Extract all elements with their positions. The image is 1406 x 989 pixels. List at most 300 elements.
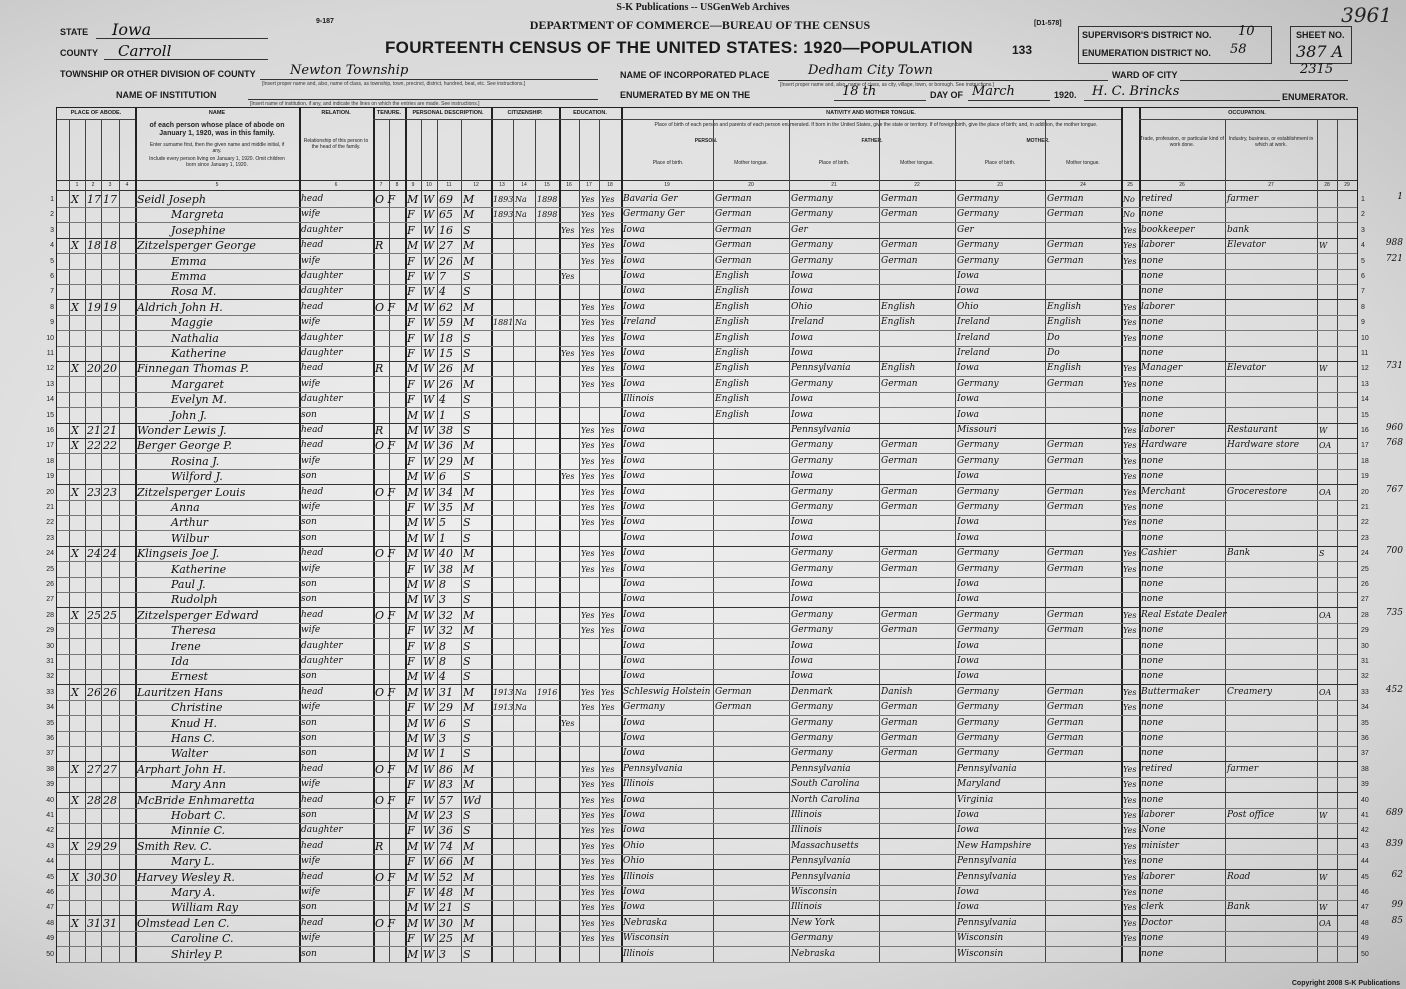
cell-sex: M xyxy=(407,193,419,206)
cell-dw: 17 xyxy=(87,193,101,206)
column-number: 14 xyxy=(521,182,527,188)
table-row xyxy=(46,331,1369,347)
line-number: 43 xyxy=(46,842,54,850)
cell-eng: Yes xyxy=(1123,472,1137,482)
column-number: 8 xyxy=(395,182,399,188)
cell-fam: 25 xyxy=(103,608,117,622)
cell-name: Lauritzen Hans xyxy=(137,685,223,699)
cell-ind: Grocerestore xyxy=(1227,486,1288,497)
cell-fmt: Danish xyxy=(881,686,913,697)
cell-ind: Restaurant xyxy=(1227,425,1278,435)
cell-ms: M xyxy=(463,839,475,853)
cell-rel: head xyxy=(301,363,324,374)
ward-underline xyxy=(1180,80,1348,81)
group-personal-description: PERSONAL DESCRIPTION. xyxy=(412,110,484,116)
cell-occ: none xyxy=(1141,209,1164,220)
cell-rel: son xyxy=(301,948,317,959)
line-number: 27 xyxy=(46,596,54,604)
margin-code: 721 xyxy=(1385,253,1403,264)
table-row xyxy=(46,762,1369,778)
cell-fam: 19 xyxy=(103,300,117,314)
cell-age: 69 xyxy=(439,193,453,206)
cell-age: 1 xyxy=(439,747,446,761)
table-row xyxy=(50,253,1403,270)
table-row xyxy=(50,223,1365,239)
cell-pb: Ireland xyxy=(623,317,656,328)
line-number: 30 xyxy=(46,642,54,650)
cell-name: Theresa xyxy=(171,624,216,638)
cell-fam: 27 xyxy=(103,762,117,776)
cell-fam: 20 xyxy=(103,362,117,376)
cell-fpb: Iowa xyxy=(791,271,814,281)
enumerated-month: March xyxy=(972,84,1015,99)
cell-ms: S xyxy=(463,270,471,283)
cell-age: 25 xyxy=(439,932,453,946)
cell-read: Yes xyxy=(581,549,595,559)
cell-race: W xyxy=(423,716,435,730)
cell-rel: daughter xyxy=(301,224,343,235)
cell-ten: O F xyxy=(375,485,396,499)
line-number: 7 xyxy=(50,288,54,296)
cell-wr: Yes xyxy=(601,503,615,512)
margin-code: 768 xyxy=(1385,438,1403,449)
cell-sex: F xyxy=(407,316,415,330)
cell-eng: Yes xyxy=(1123,333,1137,343)
cell-fpb: Iowa xyxy=(791,579,814,589)
table-row xyxy=(46,546,1403,562)
cell-mpb: Ger xyxy=(957,224,974,235)
copyright-notice: Copyright 2008 S-K Publications xyxy=(1291,980,1400,987)
form-code: [D1-578] xyxy=(1034,20,1062,27)
cell-age: 8 xyxy=(439,639,446,653)
cell-ms: M xyxy=(463,485,475,499)
ward-value: 2315 xyxy=(1300,62,1334,77)
cell-fpb: North Carolina xyxy=(791,794,860,805)
cell-occ: none xyxy=(1141,532,1164,543)
table-row xyxy=(46,731,1369,747)
right-margin-line: 50 xyxy=(1361,950,1369,958)
cell-name: Wonder Lewis J. xyxy=(137,424,227,437)
cell-pb: Iowa xyxy=(623,240,646,251)
cell-fpb: Iowa xyxy=(791,532,814,543)
table-row xyxy=(46,408,1369,424)
cell-mmt: German xyxy=(1047,194,1084,204)
cell-fam: 18 xyxy=(103,239,117,253)
line-number: 28 xyxy=(46,611,54,619)
cell-mpb: Ireland xyxy=(957,348,990,358)
cell-dw: 31 xyxy=(87,916,101,930)
column-number: 27 xyxy=(1268,182,1274,188)
cell-ms: M xyxy=(463,624,475,638)
cell-eng: Yes xyxy=(1123,364,1137,374)
cell-pb: Iowa xyxy=(623,363,646,374)
right-margin-line: 43 xyxy=(1361,842,1369,850)
incorporated-underline xyxy=(778,80,1108,81)
cell-fpb: Illinois xyxy=(791,810,822,820)
cell-dw: 26 xyxy=(87,685,101,699)
line-number: 10 xyxy=(46,334,54,342)
cell-rel: head xyxy=(301,301,324,312)
cell-race: W xyxy=(423,347,435,360)
cell-occ: none xyxy=(1141,794,1164,805)
cell-occ: none xyxy=(1141,948,1164,959)
right-margin-line: 10 xyxy=(1361,334,1369,342)
cell-eng: Yes xyxy=(1123,888,1137,897)
cell-eng: Yes xyxy=(1123,780,1137,790)
cell-eng: Yes xyxy=(1123,811,1137,820)
margin-code: 99 xyxy=(1391,900,1403,911)
cell-fpb: Iowa xyxy=(791,640,814,651)
cell-occ: none xyxy=(1141,579,1164,589)
cell-sex: M xyxy=(407,762,419,776)
group-occupation: OCCUPATION. xyxy=(1228,110,1266,116)
cell-sex: M xyxy=(407,547,419,561)
column-number: 23 xyxy=(997,182,1003,188)
cell-eng: Yes xyxy=(1123,241,1137,251)
right-margin-line: 9 xyxy=(1361,319,1365,327)
cell-age: 16 xyxy=(439,223,453,237)
cell-mk: X xyxy=(71,239,79,253)
right-margin-line: 12 xyxy=(1361,365,1369,373)
column-number: 15 xyxy=(544,182,550,188)
industry-heading: Industry, business, or establishment in which at work. xyxy=(1228,136,1314,148)
cell-mpb: Iowa xyxy=(957,887,980,897)
cell-ind: bank xyxy=(1227,224,1250,235)
table-row xyxy=(50,269,1365,285)
cell-fmt: German xyxy=(881,209,918,220)
cell-read: Yes xyxy=(581,687,595,697)
line-number: 23 xyxy=(46,534,54,542)
cell-name: Maggie xyxy=(171,316,213,330)
cell-mpb: Iowa xyxy=(957,902,980,913)
cell-race: W xyxy=(423,454,435,468)
cell-ms: S xyxy=(463,393,471,407)
cell-fpb: Germany xyxy=(791,702,833,713)
nativity-note: Place of birth of each person and parents of each person enumerated. If born in the United States, give the state or territory. If of foreign birth, give the place of birth; and, in addition, the mother tongue. xyxy=(654,122,1098,128)
cell-sex: M xyxy=(407,747,419,761)
cell-sex: F xyxy=(407,639,415,653)
cell-occ: none xyxy=(1141,856,1164,867)
column-number: 22 xyxy=(914,182,920,188)
cell-mt: English xyxy=(715,317,750,328)
name-column-heading: of each person whose place of abode on January 1, 1920, was in this family. xyxy=(149,122,285,137)
cell-ten: O F xyxy=(375,870,396,884)
cell-ten: O F xyxy=(375,685,396,699)
cell-name: Nathalia xyxy=(171,331,219,345)
cell-mt: English xyxy=(715,348,750,358)
cell-fmt: English xyxy=(881,317,916,328)
cell-rel: head xyxy=(301,486,324,497)
cell-fpb: South Carolina xyxy=(791,779,860,790)
cell-ind: Hardware store xyxy=(1227,440,1300,451)
cell-race: W xyxy=(423,732,435,745)
cell-ten: O F xyxy=(375,762,396,776)
right-margin-line: 46 xyxy=(1361,889,1369,896)
cell-mt: German xyxy=(715,224,752,235)
cell-race: W xyxy=(423,270,435,283)
cell-mpb: Ohio xyxy=(957,301,979,312)
right-margin-line: 49 xyxy=(1361,935,1369,943)
cell-age: 74 xyxy=(439,839,453,853)
cell-pb: Germany Ger xyxy=(623,209,685,220)
cell-pb: Iowa xyxy=(623,825,646,836)
cell-sex: F xyxy=(407,562,415,576)
cell-race: W xyxy=(423,239,435,253)
line-number: 32 xyxy=(46,673,54,681)
cell-mpb: Germany xyxy=(957,733,999,743)
cell-ms: S xyxy=(463,470,471,484)
cell-occ: none xyxy=(1141,394,1164,405)
cell-mk: X xyxy=(71,439,79,453)
cell-sex: F xyxy=(407,624,415,638)
cell-rel: head xyxy=(301,440,324,451)
line-number: 24 xyxy=(46,550,54,558)
cell-race: W xyxy=(423,501,435,514)
cell-ms: S xyxy=(463,670,471,684)
cell-age: 31 xyxy=(439,685,453,699)
cell-wr: Yes xyxy=(601,487,615,497)
cell-fmt: German xyxy=(881,455,918,466)
cell-ms: M xyxy=(463,454,475,468)
father-tongue-heading: Mother tongue. xyxy=(900,160,934,166)
cell-rel: head xyxy=(301,871,324,882)
cell-sch: Yes xyxy=(561,272,575,281)
cell-occ: none xyxy=(1141,640,1164,651)
cell-emp: W xyxy=(1319,426,1328,435)
cell-eng: Yes xyxy=(1123,518,1137,528)
cell-race: W xyxy=(423,193,435,206)
cell-name: Anna xyxy=(171,501,200,514)
cell-mpb: Iowa xyxy=(957,286,980,297)
cell-occ: none xyxy=(1141,748,1164,759)
day-of-label: DAY OF xyxy=(930,90,964,100)
cell-fpb: New York xyxy=(791,917,836,928)
cell-occ: retired xyxy=(1141,194,1173,204)
cell-mk: X xyxy=(71,547,79,561)
cell-pb: Iowa xyxy=(623,286,646,297)
cell-eng: Yes xyxy=(1123,795,1137,805)
cell-pb: Wisconsin xyxy=(623,933,670,944)
cell-sex: M xyxy=(407,408,419,422)
table-row xyxy=(46,808,1403,824)
cell-rel: head xyxy=(301,917,324,928)
cell-mk: X xyxy=(71,685,79,699)
cell-mpb: Iowa xyxy=(957,594,980,605)
cell-ms: S xyxy=(463,424,471,437)
cell-ms: M xyxy=(463,855,475,869)
line-number: 39 xyxy=(46,781,54,789)
right-margin-line: 29 xyxy=(1361,627,1369,635)
line-number: 21 xyxy=(46,504,54,511)
cell-age: 34 xyxy=(439,485,453,499)
cell-read: Yes xyxy=(581,302,595,312)
column-number: 7 xyxy=(379,182,383,188)
cell-mpb: Germany xyxy=(957,194,999,204)
cell-fmt: German xyxy=(881,548,918,559)
cell-sex: M xyxy=(407,485,419,499)
cell-ind: Bank xyxy=(1227,548,1251,559)
cell-ms: M xyxy=(463,932,475,946)
cell-fmt: German xyxy=(881,702,918,713)
stamped-page-number: 3961 xyxy=(1341,3,1392,27)
cell-name: Ernest xyxy=(171,670,208,684)
cell-rel: wife xyxy=(301,317,321,328)
cell-occ: none xyxy=(1141,378,1164,389)
cell-fpb: Iowa xyxy=(791,471,814,482)
cell-age: 6 xyxy=(439,716,446,730)
cell-age: 15 xyxy=(439,347,453,360)
cell-rel: daughter xyxy=(301,286,343,297)
cell-dw: 21 xyxy=(87,424,101,437)
supervisor-label: SUPERVISOR'S DISTRICT NO. xyxy=(1082,30,1212,40)
cell-fpb: Pennsylvania xyxy=(791,363,851,374)
cell-pb: Pennsylvania xyxy=(623,763,683,774)
cell-fam: 31 xyxy=(103,916,117,930)
cell-mpb: Ireland xyxy=(957,332,990,343)
cell-rel: wife xyxy=(301,563,321,574)
cell-race: W xyxy=(423,809,435,822)
cell-occ: none xyxy=(1141,271,1164,281)
cell-rel: wife xyxy=(301,209,321,220)
cell-ms: S xyxy=(463,285,471,299)
cell-read: Yes xyxy=(581,225,595,235)
cell-age: 86 xyxy=(439,762,453,776)
cell-dw: 30 xyxy=(87,870,101,884)
right-margin-line: 21 xyxy=(1361,504,1369,511)
cell-mmt: English xyxy=(1047,317,1082,328)
cell-wr: Yes xyxy=(601,456,615,466)
cell-read: Yes xyxy=(581,764,595,774)
cell-occ: none xyxy=(1141,286,1164,297)
right-margin-line: 8 xyxy=(1361,303,1365,311)
line-number: 11 xyxy=(46,350,54,357)
incorporated-label: NAME OF INCORPORATED PLACE xyxy=(620,70,770,80)
cell-name: Walter xyxy=(171,747,208,761)
cell-fpb: Iowa xyxy=(791,409,814,420)
census-table xyxy=(46,107,1403,963)
name-note-2: Include every person living on January 1, 1920. Omit children born since January 1, 1920. xyxy=(149,156,285,168)
cell-eng: Yes xyxy=(1123,687,1137,697)
cell-emp: OA xyxy=(1319,610,1332,620)
cell-nat: Na xyxy=(515,210,527,220)
cell-ind: Elevator xyxy=(1227,363,1266,374)
cell-ms: S xyxy=(463,639,471,653)
cell-rel: son xyxy=(301,579,317,589)
cell-emp: OA xyxy=(1319,441,1332,451)
cell-sex: F xyxy=(407,454,415,468)
township-label: TOWNSHIP OR OTHER DIVISION OF COUNTY xyxy=(60,69,256,79)
cell-race: W xyxy=(423,377,435,391)
cell-read: Yes xyxy=(581,364,595,374)
cell-pb: Iowa xyxy=(623,455,646,466)
cell-ms: M xyxy=(463,762,475,776)
cell-pb: Iowa xyxy=(623,224,646,235)
cell-sex: F xyxy=(407,393,415,407)
right-margin-line: 38 xyxy=(1361,765,1369,773)
cell-mt: English xyxy=(715,271,750,281)
line-number: 31 xyxy=(46,658,54,665)
cell-pb: Iowa xyxy=(623,579,646,589)
column-number: 13 xyxy=(499,182,505,188)
cell-pb: Iowa xyxy=(623,887,646,897)
table-row xyxy=(46,531,1369,547)
cell-age: 5 xyxy=(439,516,446,530)
cell-occ: laborer xyxy=(1141,240,1175,251)
cell-eng: Yes xyxy=(1123,503,1137,512)
cell-occ: Cashier xyxy=(1141,548,1177,559)
cell-sex: M xyxy=(407,470,419,484)
table-row xyxy=(46,947,1369,963)
cell-fpb: Germany xyxy=(791,548,833,559)
cell-age: 26 xyxy=(439,362,453,376)
cell-wr: Yes xyxy=(601,903,615,913)
cell-rel: son xyxy=(301,671,317,682)
relation-heading: Relationship of this person to the head of the family. xyxy=(303,138,369,150)
cell-read: Yes xyxy=(581,826,595,836)
cell-ms: M xyxy=(463,562,475,576)
cell-ms: M xyxy=(463,239,475,253)
cell-imm: 1893 xyxy=(493,210,514,220)
cell-dw: 19 xyxy=(87,300,101,314)
margin-code: 85 xyxy=(1391,915,1403,926)
right-margin-line: 37 xyxy=(1361,750,1369,758)
cell-age: 40 xyxy=(439,547,453,561)
cell-age: 7 xyxy=(439,270,446,283)
cell-eng: Yes xyxy=(1123,826,1137,836)
cell-name: Wilbur xyxy=(171,531,209,545)
cell-race: W xyxy=(423,670,435,684)
cell-fpb: Germany xyxy=(791,440,833,451)
right-margin-line: 44 xyxy=(1361,858,1369,866)
cell-occ: none xyxy=(1141,887,1164,897)
group-underline xyxy=(57,119,135,120)
right-margin-line: 32 xyxy=(1361,673,1369,681)
cell-pb: Iowa xyxy=(623,348,646,358)
line-number: 19 xyxy=(46,473,54,481)
table-row xyxy=(46,592,1369,608)
right-margin-line: 41 xyxy=(1361,812,1369,819)
cell-rel: son xyxy=(301,471,317,482)
cell-mk: X xyxy=(71,762,79,776)
state-label: STATE xyxy=(60,27,89,37)
cell-mpb: Germany xyxy=(957,255,999,266)
cell-mmt: Do xyxy=(1047,332,1060,343)
cell-sex: F xyxy=(407,377,415,391)
cell-pb: Iowa xyxy=(623,717,646,728)
cell-mmt: German xyxy=(1047,625,1084,636)
enumerator-name: H. C. Brincks xyxy=(1092,84,1180,99)
cell-fmt: German xyxy=(881,625,918,636)
person-birthplace-heading: Place of birth. xyxy=(652,160,684,166)
cell-ms: S xyxy=(463,408,471,422)
cell-pb: Iowa xyxy=(623,301,646,312)
table-row xyxy=(46,838,1403,855)
cell-mpb: Wisconsin xyxy=(957,933,1004,944)
cell-wr: Yes xyxy=(601,302,615,312)
line-number: 33 xyxy=(46,688,54,696)
cell-race: W xyxy=(423,947,435,961)
mother-heading: MOTHER. xyxy=(1026,138,1050,144)
table-row xyxy=(46,854,1369,870)
cell-mpb: Germany xyxy=(957,609,999,620)
cell-age: 66 xyxy=(439,855,453,869)
cell-pb: Iowa xyxy=(623,271,646,281)
line-number: 6 xyxy=(50,273,54,280)
person-tongue-heading: Mother tongue. xyxy=(734,160,768,166)
cell-pb: Iowa xyxy=(623,810,646,820)
margin-code: 62 xyxy=(1391,869,1403,880)
cell-rel: head xyxy=(301,425,324,435)
